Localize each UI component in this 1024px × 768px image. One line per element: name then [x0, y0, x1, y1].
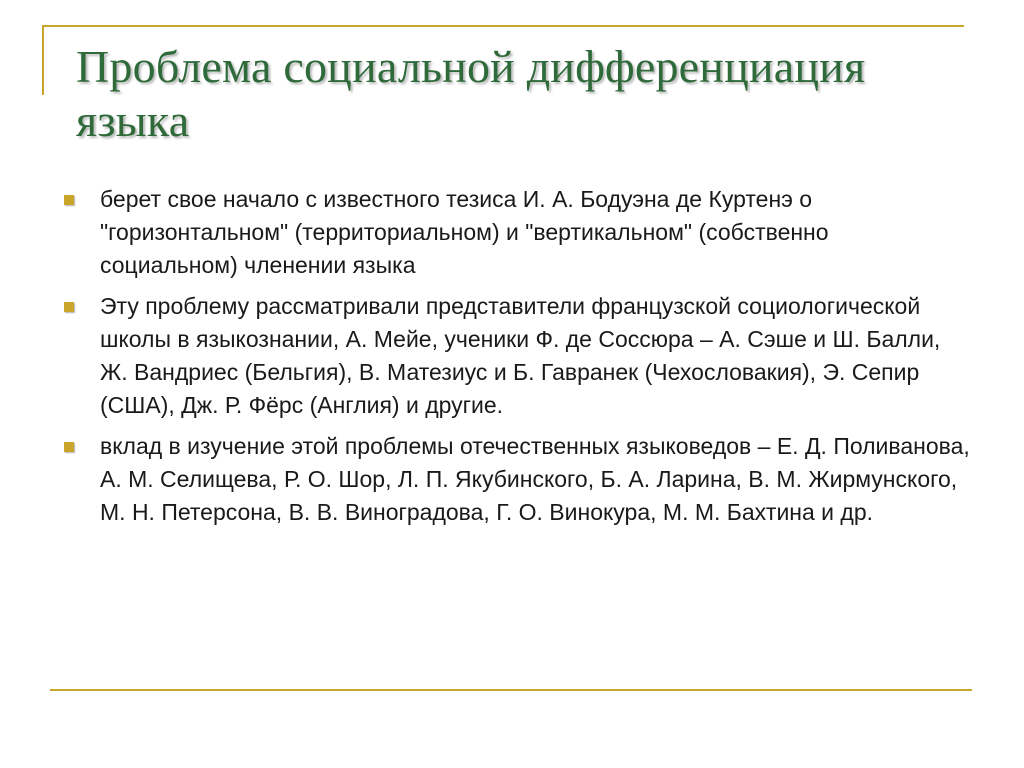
square-bullet-icon [64, 195, 74, 205]
bullet-item [60, 430, 970, 529]
bullet-list [60, 183, 970, 537]
bullet-text: Эту проблему рассматривали представители французской социологической школы в языкознании, А. Мейе, ученики Ф. де Соссюра – А. Сэше и Ш. Балли, Ж. Вандриес (Бельгия), В. Матезиус и Б. Гавранек (Чехословакия), Э. Сепир (США), Дж. Р. Фёрс (Англия) и другие. [100, 293, 941, 418]
square-bullet-icon [64, 442, 74, 452]
bullet-item [60, 290, 970, 422]
bullet-item [60, 183, 970, 282]
title-left-rule [42, 25, 44, 95]
bullet-text: вклад в изучение этой проблемы отечественных языковедов – Е. Д. Поливанова, А. М. Селищева, Р. О. Шор, Л. П. Якубинского, Б. А. Ларина, В. М. Жирмунского, М. Н. Петерсона, В. В. Виноградова, Г. О. Винокура, М. М. Бахтина и др. [100, 433, 970, 525]
bottom-rule [50, 689, 972, 691]
slide-title: Проблема социальной дифференциация языка [76, 41, 866, 146]
bullet-text: берет свое начало с известного тезиса И. А. Бодуэна де Куртенэ о "горизонтальном" (территориальном) и "вертикальном" (собственно социальном) членении языка [100, 186, 829, 278]
square-bullet-icon [64, 302, 74, 312]
title-top-rule [42, 25, 964, 27]
